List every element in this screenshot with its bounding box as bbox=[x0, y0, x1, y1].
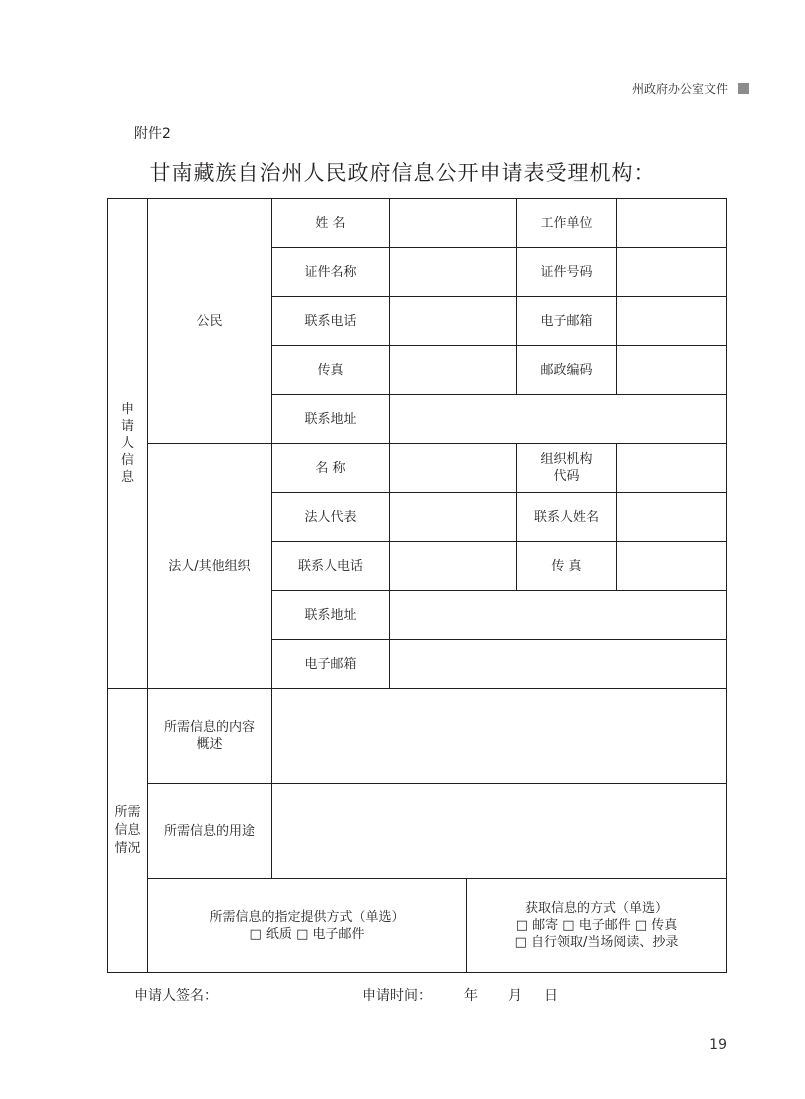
month-label: 月 bbox=[508, 988, 522, 1004]
org-contact-name-field[interactable] bbox=[617, 493, 727, 542]
obtain-method-title: 获取信息的方式（单选） bbox=[524, 901, 668, 916]
citizen-email-field[interactable] bbox=[617, 297, 727, 346]
citizen-label: 公民 bbox=[148, 199, 272, 444]
document-series-header bbox=[632, 80, 749, 97]
obtain-method-cell[interactable] bbox=[467, 879, 727, 973]
page-number: 19 bbox=[709, 1037, 727, 1053]
org-address-label: 联系地址 bbox=[272, 591, 390, 640]
citizen-work-unit-field[interactable] bbox=[617, 199, 727, 248]
org-email-field[interactable] bbox=[390, 640, 727, 689]
org-name-field[interactable] bbox=[390, 444, 517, 493]
org-legal-rep-field[interactable] bbox=[390, 493, 517, 542]
citizen-address-field[interactable] bbox=[390, 395, 727, 444]
org-contact-phone-field[interactable] bbox=[390, 542, 517, 591]
provide-method-options[interactable]: □ 纸质 □ 电子邮件 bbox=[249, 926, 365, 942]
info-section-label: 所需信息情况 bbox=[108, 689, 148, 973]
org-contact-phone-label: 联系人电话 bbox=[272, 542, 390, 591]
year-label: 年 bbox=[464, 988, 478, 1004]
day-label: 日 bbox=[544, 988, 558, 1004]
purpose-label: 所需信息的用途 bbox=[148, 784, 272, 879]
signature-label: 申请人签名： bbox=[134, 988, 218, 1004]
citizen-postcode-field[interactable] bbox=[617, 346, 727, 395]
document-series-label: 州政府办公室文件 bbox=[631, 82, 728, 96]
citizen-phone-field[interactable] bbox=[390, 297, 517, 346]
citizen-address-label: 联系地址 bbox=[272, 395, 390, 444]
square-icon bbox=[738, 83, 749, 94]
org-contact-name-label: 联系人姓名 bbox=[517, 493, 617, 542]
citizen-id-type-label: 证件名称 bbox=[272, 248, 390, 297]
content-desc-label: 所需信息的内容概述 bbox=[148, 689, 272, 784]
attachment-label: 附件2 bbox=[134, 126, 171, 142]
citizen-id-number-label: 证件号码 bbox=[517, 248, 617, 297]
signature-line bbox=[134, 985, 558, 1005]
org-code-field[interactable] bbox=[617, 444, 727, 493]
provide-method-cell[interactable] bbox=[148, 879, 467, 973]
org-address-field[interactable] bbox=[390, 591, 727, 640]
org-email-label: 电子邮箱 bbox=[272, 640, 390, 689]
org-fax-field[interactable] bbox=[617, 542, 727, 591]
citizen-postcode-label: 邮政编码 bbox=[517, 346, 617, 395]
org-legal-rep-label: 法人代表 bbox=[272, 493, 390, 542]
page-title: 甘南藏族自治州人民政府信息公开申请表受理机构： bbox=[149, 161, 656, 185]
org-label: 法人/其他组织 bbox=[148, 444, 272, 689]
applicant-section-label: 申请人信息 bbox=[108, 199, 148, 689]
citizen-work-unit-label: 工作单位 bbox=[517, 199, 617, 248]
org-code-label: 组织机构代码 bbox=[517, 444, 617, 493]
citizen-name-field[interactable] bbox=[390, 199, 517, 248]
citizen-phone-label: 联系电话 bbox=[272, 297, 390, 346]
purpose-field[interactable] bbox=[272, 784, 727, 879]
content-desc-field[interactable] bbox=[272, 689, 727, 784]
citizen-fax-label: 传真 bbox=[272, 346, 390, 395]
application-form-table bbox=[107, 198, 727, 973]
citizen-email-label: 电子邮箱 bbox=[517, 297, 617, 346]
citizen-name-label: 姓 名 bbox=[272, 199, 390, 248]
obtain-method-options-1[interactable]: □ 邮寄 □ 电子邮件 □ 传真 bbox=[515, 918, 678, 933]
obtain-method-options-2[interactable]: □ 自行领取/当场阅读、抄录 bbox=[514, 935, 679, 950]
citizen-id-number-field[interactable] bbox=[617, 248, 727, 297]
org-fax-label: 传 真 bbox=[517, 542, 617, 591]
date-label: 申请时间： bbox=[362, 988, 432, 1004]
provide-method-title: 所需信息的指定提供方式（单选） bbox=[209, 909, 405, 925]
org-name-label: 名 称 bbox=[272, 444, 390, 493]
citizen-fax-field[interactable] bbox=[390, 346, 517, 395]
citizen-id-type-field[interactable] bbox=[390, 248, 517, 297]
